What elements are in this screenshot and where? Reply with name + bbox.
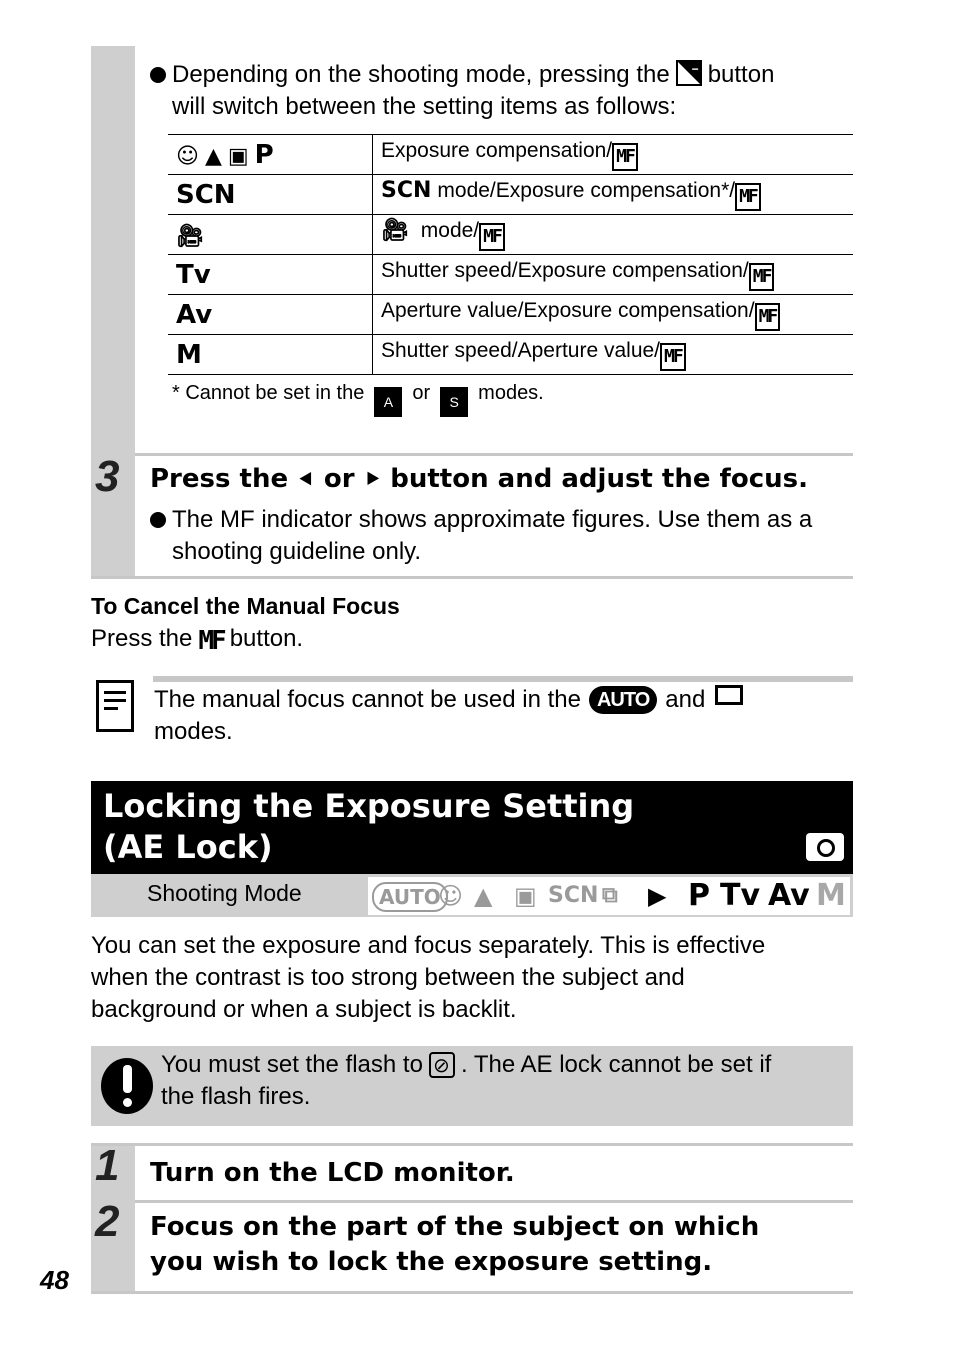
camera-icon: [806, 833, 844, 861]
step-number: 1: [95, 1141, 120, 1190]
bullet-dot: [150, 512, 166, 528]
table-row: [168, 175, 853, 215]
caution-icon: [101, 1058, 153, 1114]
night-icon: ▣: [227, 143, 249, 169]
table-footnote: * Cannot be set in the A or S modes.: [172, 382, 544, 417]
step-heading: Focus on the part of the subject on which you wish to lock the exposure setting.: [150, 1212, 760, 1277]
bullet-dot: [150, 67, 166, 83]
memo-text: The manual focus cannot be used in the AUTO and modes.: [154, 684, 854, 748]
mf-indicator-bullet: The MF indicator shows approximate figures. Use them as a shooting guideline only.: [150, 504, 850, 568]
step-heading: Press the ⯇ or ⯈ button and adjust the focus.: [150, 464, 808, 494]
mode-cell: SCN: [168, 175, 373, 215]
table-row: [168, 135, 853, 175]
mode-icon-strip: [368, 877, 850, 915]
step-divider: [135, 1200, 853, 1203]
auto-mode-icon: AUTO: [589, 686, 657, 714]
setting-cell: Shutter speed/Aperture value/ MF: [373, 335, 854, 375]
step-gutter: [91, 46, 135, 456]
table-row: [168, 335, 853, 375]
setting-cell: Aperture value/Exposure compensation/ MF: [373, 295, 854, 335]
right-arrow-icon: ⯈: [363, 468, 382, 493]
caution-text: You must set the flash to⊘ . The AE lock cannot be set if the flash fires.: [161, 1049, 851, 1113]
stitch-s-icon: S: [440, 387, 468, 417]
stitch-assist-icon: [715, 685, 743, 705]
setting-cell: SCN mode/Exposure compensation*/ MF: [373, 175, 854, 215]
mf-icon: MF: [660, 343, 686, 371]
mode-cell: M: [168, 335, 373, 375]
mode-switch-bullet: Depending on the shooting mode, pressing the + − button will switch between the setting items as follows:: [150, 59, 850, 123]
movie-icon: 🎥︎: [176, 223, 204, 249]
av-mode: Av: [768, 878, 810, 913]
night-icon: ▣: [514, 882, 537, 910]
stitch-a-icon: A: [374, 387, 402, 417]
portrait-icon: ☺: [176, 143, 199, 169]
table-row: [168, 255, 853, 295]
mf-icon: MF: [612, 143, 638, 171]
movie-icon: 🎥︎: [381, 218, 409, 243]
mf-button-icon: MF: [198, 626, 224, 656]
intro-paragraph: You can set the exposure and focus separately. This is effective when the contrast is too strong between the subject and background or when a subject is backlit.: [91, 932, 766, 1023]
setting-cell: 🎥︎ mode/ MF: [373, 215, 854, 255]
table-row: [168, 295, 853, 335]
mf-icon: MF: [755, 303, 781, 331]
scn-icon: SCN: [548, 883, 599, 908]
portrait-icon: ☺: [438, 882, 464, 910]
movie-icon: ▶: [648, 882, 667, 910]
left-arrow-icon: ⯇: [297, 468, 315, 493]
mode-cell: [168, 215, 373, 255]
manual-mode: M: [816, 878, 846, 913]
step-divider: [91, 576, 853, 579]
memo-bar: [153, 676, 853, 682]
step-heading: Turn on the LCD monitor.: [150, 1158, 515, 1188]
cancel-heading: To Cancel the Manual Focus: [91, 593, 400, 619]
landscape-icon: ▲: [204, 143, 222, 169]
exposure-icon: + −: [676, 60, 702, 86]
step-divider: [91, 1291, 853, 1294]
program-icon: P: [254, 139, 274, 170]
section-title: Locking the Exposure Setting (AE Lock): [103, 787, 635, 866]
step-number: 2: [95, 1197, 120, 1246]
scn-icon: SCN: [381, 178, 432, 203]
mode-cell: Tv: [168, 255, 373, 295]
memo-icon: [96, 680, 134, 732]
mode-settings-table: [168, 134, 853, 375]
stitch-assist-icon: ⧉: [602, 883, 618, 908]
flash-off-icon: [429, 1052, 455, 1078]
page-number: 48: [40, 1265, 69, 1295]
auto-mode-icon: AUTO: [372, 882, 448, 912]
program-mode: P: [688, 878, 710, 913]
cancel-text: Press the MF button.: [91, 625, 304, 656]
shooting-mode-label: Shooting Mode: [147, 880, 302, 906]
mode-cell: Av: [168, 295, 373, 335]
landscape-icon: ▲: [474, 882, 493, 910]
setting-cell: Shutter speed/Exposure compensation/ MF: [373, 255, 854, 295]
mode-cell: [168, 135, 373, 175]
mf-icon: MF: [735, 183, 761, 211]
mf-icon: MF: [479, 223, 505, 251]
step-number: 3: [95, 452, 120, 501]
setting-cell: Exposure compensation/ MF: [373, 135, 854, 175]
tv-mode: Tv: [720, 878, 761, 913]
mf-icon: MF: [749, 263, 775, 291]
table-row: [168, 215, 853, 255]
